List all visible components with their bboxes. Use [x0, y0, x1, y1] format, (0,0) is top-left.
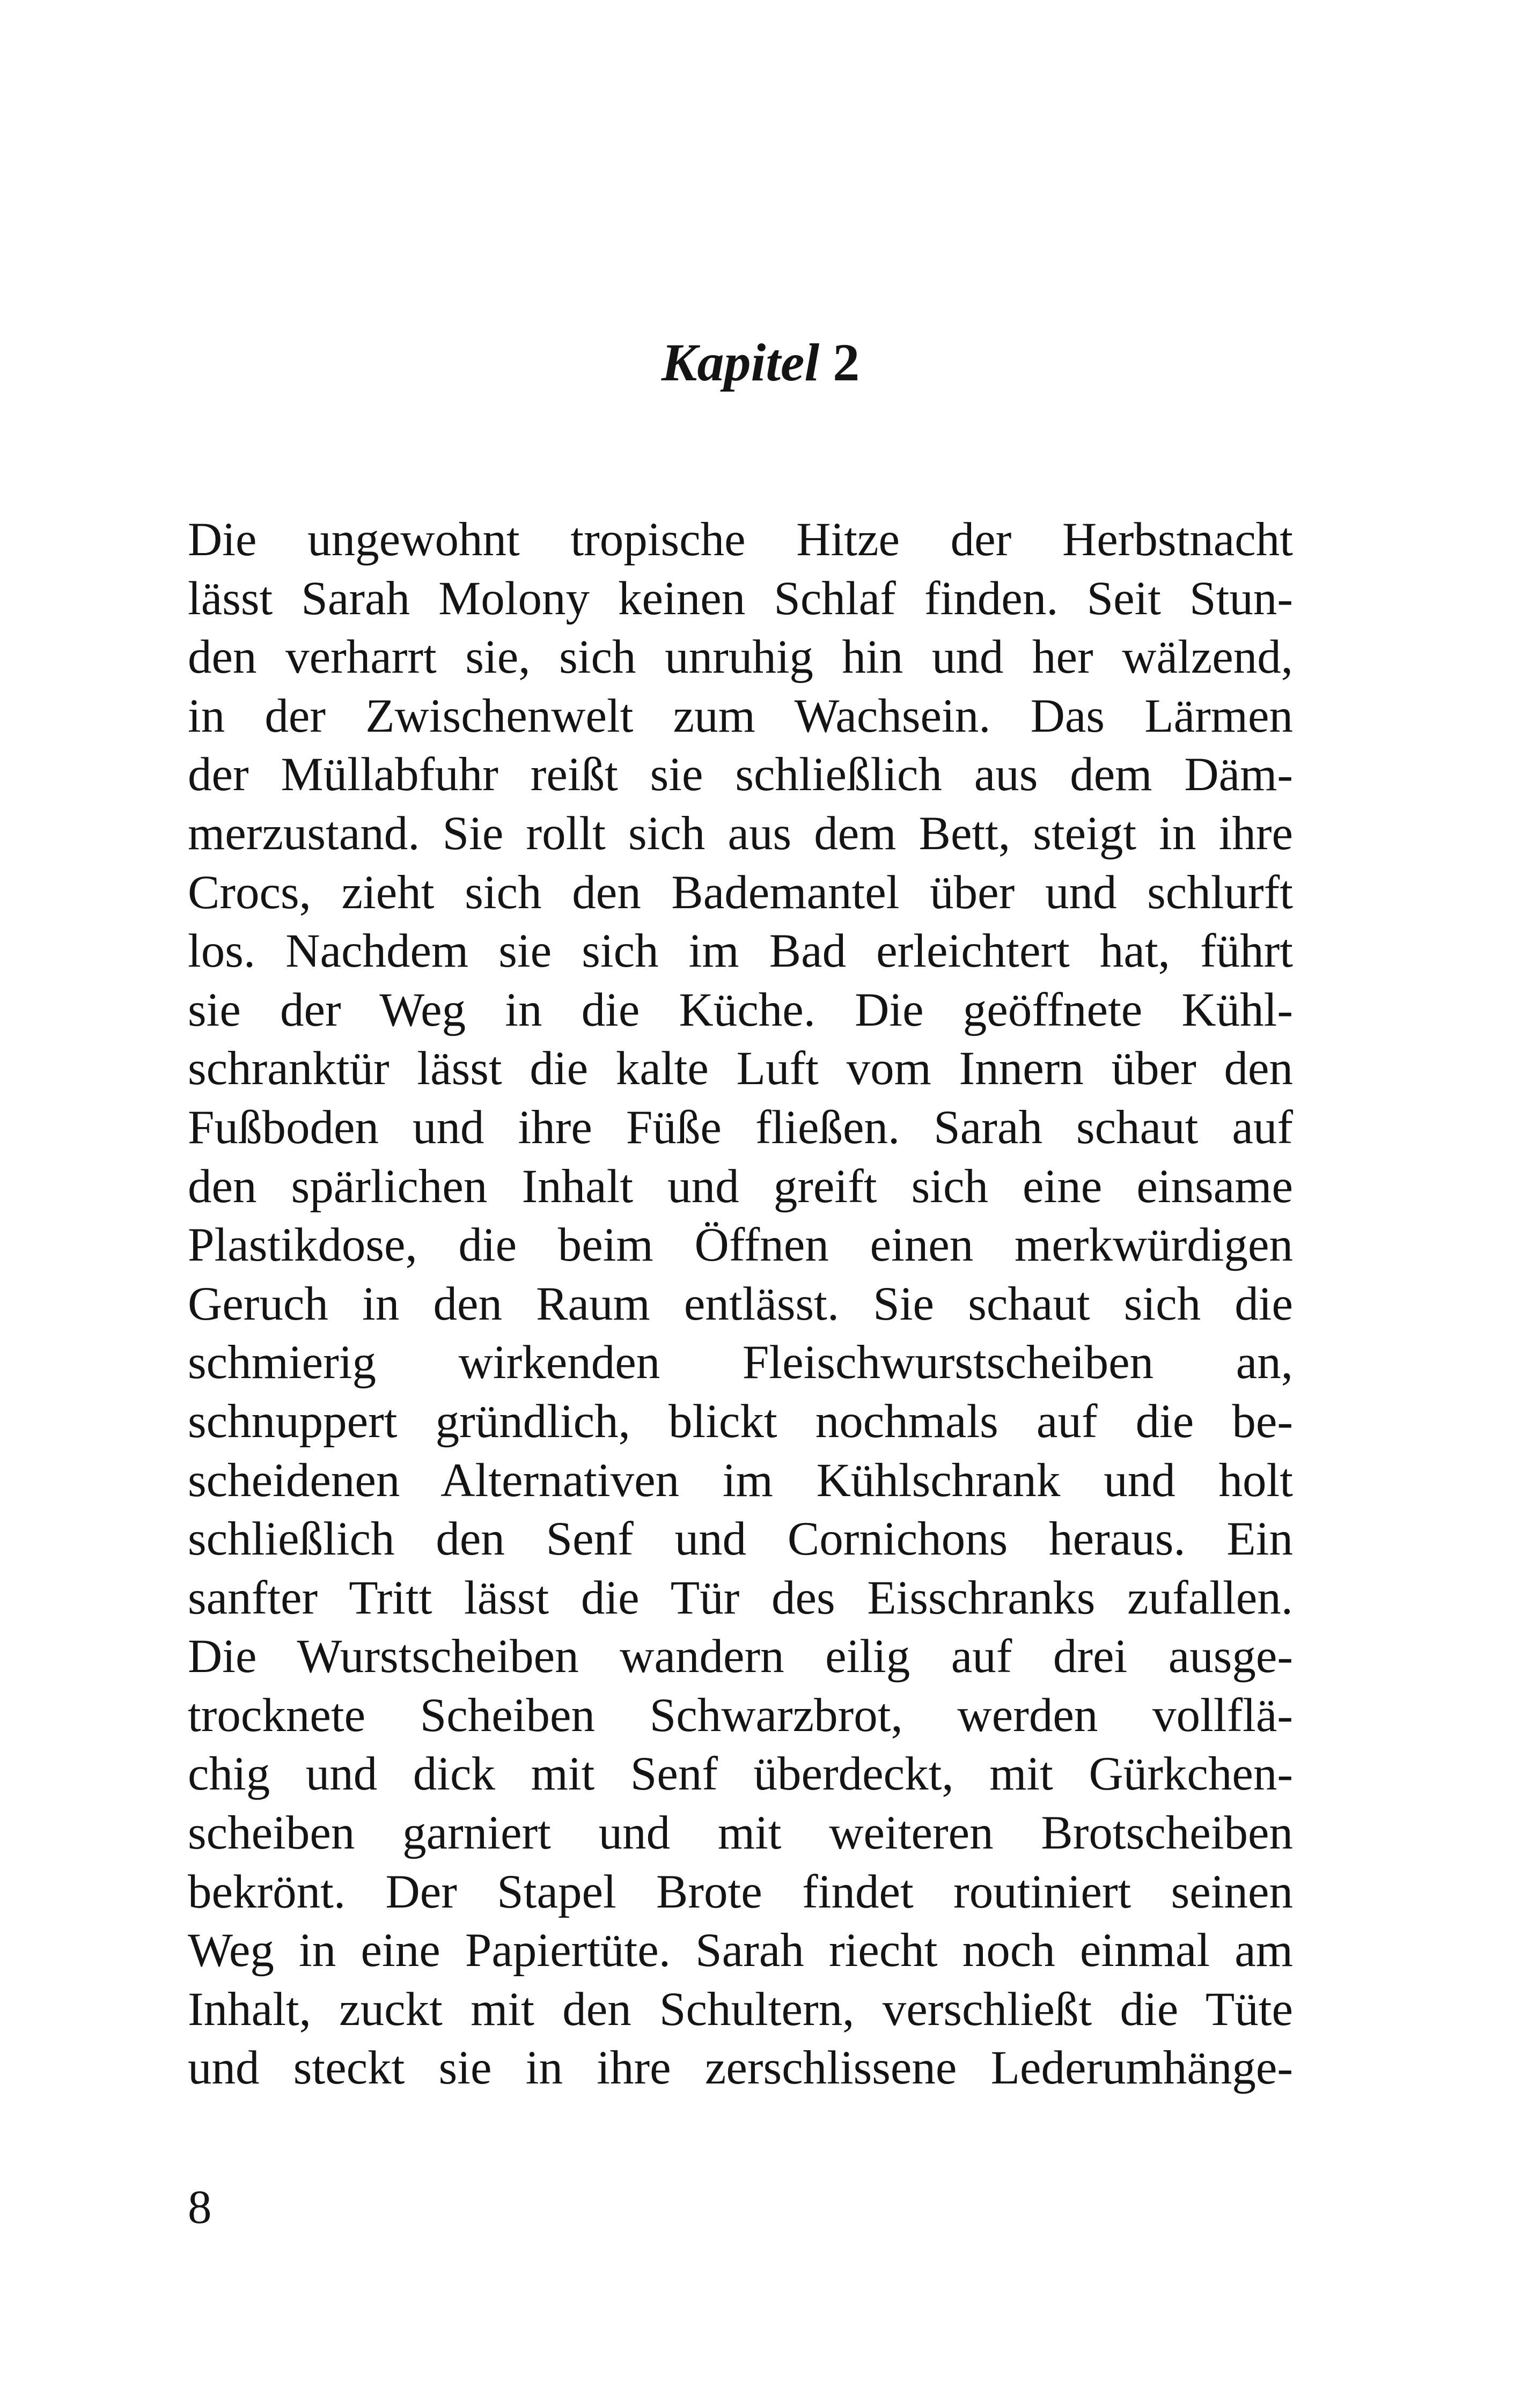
- text-line: los. Nachdem sie sich im Bad erleichtert hat, führt: [188, 925, 1293, 978]
- text-line: Crocs, zieht sich den Bademantel über und schlurft: [188, 866, 1293, 919]
- text-line: und steckt sie in ihre zerschlissene Lederumhänge-: [188, 2042, 1293, 2095]
- text-line: chig und dick mit Senf überdeckt, mit Gürkchen-: [188, 1748, 1293, 1801]
- text-line: schmierig wirkenden Fleischwurstscheiben an,: [188, 1336, 1293, 1389]
- text-line: schnuppert gründlich, blickt nochmals auf die be-: [188, 1395, 1293, 1448]
- text-line: bekrönt. Der Stapel Brote findet routiniert seinen: [188, 1865, 1293, 1918]
- text-line: den spärlichen Inhalt und greift sich eine einsame: [188, 1160, 1293, 1213]
- text-line: lässt Sarah Molony keinen Schlaf finden. Seit Stun-: [188, 572, 1293, 625]
- text-line: sanfter Tritt lässt die Tür des Eisschranks zufallen.: [188, 1571, 1293, 1624]
- chapter-label: Kapitel: [661, 333, 820, 392]
- text-line: Die Wurstscheiben wandern eilig auf drei ausge-: [188, 1630, 1293, 1683]
- text-line: Geruch in den Raum entlässt. Sie schaut sich die: [188, 1277, 1293, 1330]
- text-line: scheidenen Alternativen im Kühlschrank und holt: [188, 1454, 1293, 1507]
- text-line: sie der Weg in die Küche. Die geöffnete Kühl-: [188, 983, 1293, 1036]
- chapter-number: 2: [833, 333, 860, 392]
- chapter-title: [0, 325, 1521, 400]
- text-line: Inhalt, zuckt mit den Schultern, verschließt die Tüte: [188, 1983, 1293, 2036]
- text-line: merzustand. Sie rollt sich aus dem Bett, steigt in ihre: [188, 807, 1293, 860]
- page-number: 8: [188, 2181, 212, 2234]
- chapter-body-text: [188, 511, 1293, 2098]
- text-line: Fußboden und ihre Füße fließen. Sarah schaut auf: [188, 1101, 1293, 1154]
- text-line: in der Zwischenwelt zum Wachsein. Das Lärmen: [188, 689, 1293, 742]
- text-line: den verharrt sie, sich unruhig hin und her wälzend,: [188, 631, 1293, 684]
- text-line: Plastikdose, die beim Öffnen einen merkwürdigen: [188, 1219, 1293, 1272]
- text-line: Weg in eine Papiertüte. Sarah riecht noch einmal am: [188, 1924, 1293, 1977]
- text-line: trocknete Scheiben Schwarzbrot, werden vollflä-: [188, 1689, 1293, 1742]
- text-line: scheiben garniert und mit weiteren Brotscheiben: [188, 1807, 1293, 1860]
- text-line: schranktür lässt die kalte Luft vom Innern über den: [188, 1042, 1293, 1095]
- text-line: schließlich den Senf und Cornichons heraus. Ein: [188, 1513, 1293, 1566]
- text-line: der Müllabfuhr reißt sie schließlich aus dem Däm-: [188, 748, 1293, 801]
- text-line: Die ungewohnt tropische Hitze der Herbstnacht: [188, 513, 1293, 566]
